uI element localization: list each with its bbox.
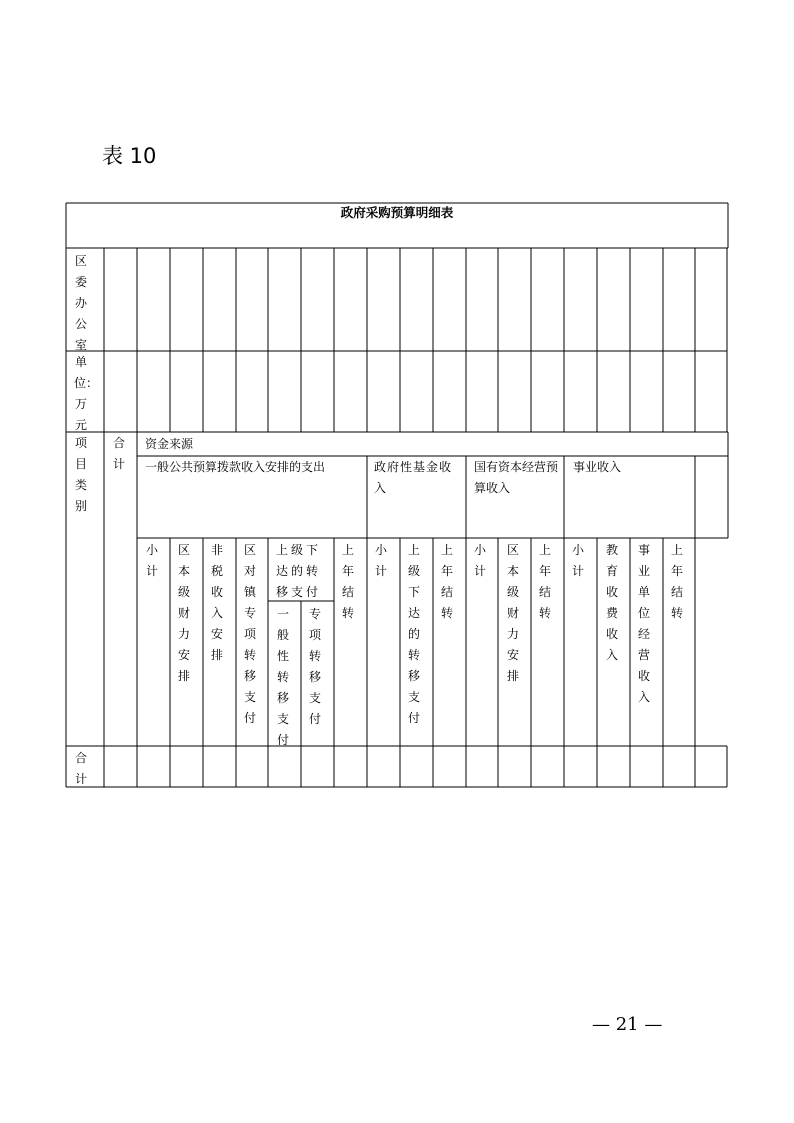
general-carryover-header: 上年结转	[341, 543, 354, 620]
general-transfer-special-header: 专项转移支付	[308, 607, 321, 726]
business-operation-header: 事业单位经营收入	[637, 543, 650, 704]
fund-carryover-header: 上年结转	[440, 543, 453, 620]
general-nontax-header: 非税收入安排	[210, 543, 223, 662]
business-education-header: 教育收费收入	[605, 543, 618, 662]
state-subtotal-header: 小计	[473, 543, 486, 578]
total-column-header: 合计	[112, 436, 125, 471]
general-upper-transfer-header: 上级下达的转移支付	[276, 543, 322, 599]
unit-cell: 单位：万元	[74, 355, 99, 432]
general-town-transfer-header: 区对镇专项转移支付	[243, 543, 256, 725]
business-income-header: 事业收入	[573, 460, 622, 474]
funding-source-header: 资金来源	[145, 437, 194, 451]
org-name-cell: 区委办公室	[74, 254, 87, 352]
state-capital-header: 国有资本经营预算收入	[474, 460, 559, 495]
general-budget-header: 一般公共预算拨款收入安排的支出	[145, 460, 326, 474]
fund-subtotal-header: 小计	[374, 543, 387, 578]
fund-upper-transfer-header: 上级下达的转移支付	[407, 543, 420, 725]
general-district-header: 区本级财力安排	[177, 543, 190, 683]
table-number-label: 表 10	[102, 144, 157, 168]
state-carryover-header: 上年结转	[538, 543, 551, 620]
page-number: — 21 —	[592, 1014, 663, 1035]
fund-budget-header: 政府性基金收入	[374, 460, 453, 495]
general-subtotal-header: 小计	[145, 543, 158, 578]
state-district-header: 区本级财力安排	[506, 543, 519, 683]
table-title: 政府采购预算明细表	[340, 205, 454, 220]
item-category-header: 项目类别	[74, 436, 87, 513]
business-carryover-header: 上年结转	[670, 543, 683, 620]
business-subtotal-header: 小计	[571, 543, 584, 578]
total-row-label: 合计	[74, 751, 87, 786]
general-transfer-general-header: 一般性转移支付	[276, 607, 289, 747]
